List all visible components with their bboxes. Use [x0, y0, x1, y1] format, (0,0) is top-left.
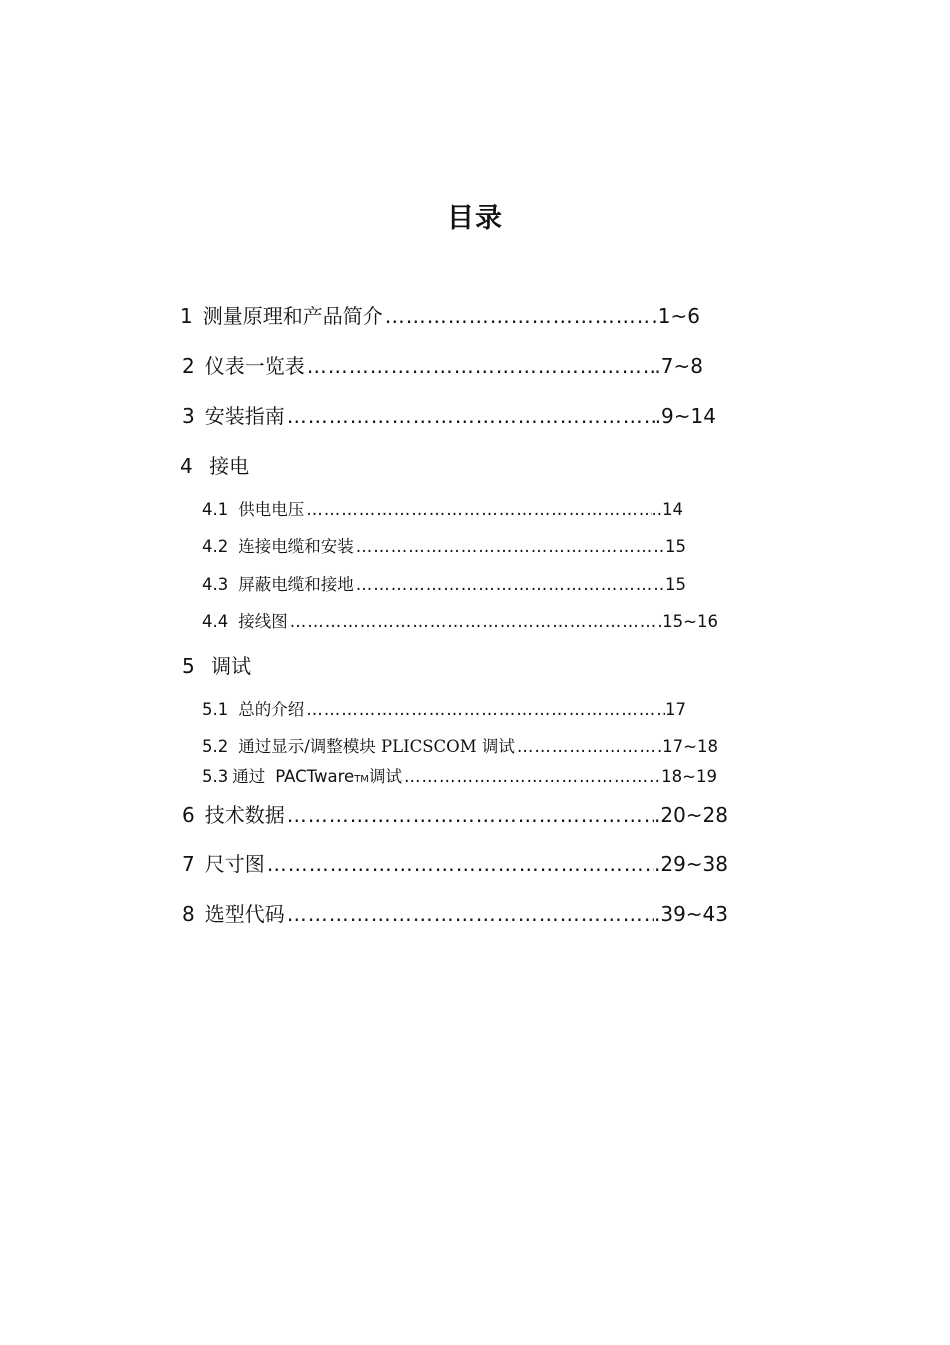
toc-number: 8 — [182, 902, 195, 926]
toc-entry[interactable] — [180, 300, 700, 329]
toc-label: 选型代码 — [204, 902, 285, 926]
toc-number: 5.1 — [202, 700, 229, 719]
toc-pages: 15 — [665, 537, 686, 556]
toc-subentry[interactable] — [202, 608, 718, 632]
toc-number: 4.1 — [202, 500, 229, 519]
toc-pages: .39~43 — [653, 902, 728, 926]
toc-pages: .20~28 — [653, 803, 728, 827]
toc-entry[interactable] — [182, 400, 716, 429]
toc-pages: 15~16 — [662, 612, 718, 631]
toc-pages: 17~18 — [662, 737, 718, 756]
toc-label: 总的介绍 — [238, 700, 305, 719]
toc-number: 4.4 — [202, 612, 229, 631]
toc-entry[interactable] — [182, 898, 728, 927]
toc-entry[interactable] — [182, 350, 703, 379]
toc-label: 技术数据 — [204, 803, 285, 827]
toc-number: 5 — [182, 654, 195, 678]
toc-pages: 18~19 — [661, 767, 717, 786]
toc-label: 屏蔽电缆和接地 — [238, 575, 354, 594]
toc-leader — [285, 404, 655, 428]
toc-subentry[interactable] — [202, 696, 686, 720]
toc-label: 接线图 — [238, 612, 288, 631]
toc-leader — [288, 612, 662, 631]
toc-number: 6 — [182, 803, 195, 827]
toc-label-suffix: 调试 — [368, 767, 402, 786]
toc-leader — [515, 737, 662, 756]
toc-entry[interactable] — [182, 848, 728, 877]
toc-number: 4.3 — [202, 575, 229, 594]
toc-label: 接电 — [209, 454, 250, 478]
toc-entry[interactable] — [182, 799, 728, 828]
toc-label: 测量原理和产品简介 — [202, 304, 383, 328]
toc-leader — [265, 852, 654, 876]
toc-label: 尺寸图 — [204, 852, 265, 876]
toc-pages: ..14 — [651, 500, 683, 519]
page-title: 目录 — [447, 203, 503, 234]
toc-label: 通过显示/调整模块 PLICSCOM 调试 — [238, 737, 515, 756]
toc-label: 供电电压 — [238, 500, 305, 519]
toc-pages: 15 — [665, 575, 686, 594]
toc-pages: .29~38 — [653, 852, 728, 876]
trademark-mark: TM — [354, 774, 369, 785]
toc-leader — [383, 304, 652, 328]
toc-leader — [354, 575, 665, 594]
toc-number: 2 — [182, 354, 195, 378]
toc-pages: 17 — [665, 700, 686, 719]
toc-leader — [285, 902, 654, 926]
toc-leader — [285, 803, 654, 827]
toc-pages: .7~8 — [654, 354, 703, 378]
toc-number: 5.2 — [202, 737, 229, 756]
toc-number: 5.3 — [202, 767, 229, 786]
toc-section-heading[interactable] — [182, 650, 251, 679]
toc-leader — [304, 500, 651, 519]
toc-number: 1 — [180, 304, 193, 328]
toc-subentry[interactable] — [202, 763, 717, 787]
toc-number: 7 — [182, 852, 195, 876]
toc-label-brand: PACTware — [275, 767, 355, 786]
toc-label: 调试 — [211, 654, 252, 678]
toc-label: 安装指南 — [204, 404, 285, 428]
toc-pages: .1~6 — [651, 304, 700, 328]
toc-leader — [304, 700, 665, 719]
toc-label: 连接电缆和安装 — [238, 537, 354, 556]
toc-section-heading[interactable] — [180, 450, 249, 479]
toc-label-prefix: 通过 — [232, 767, 266, 786]
toc-subentry[interactable] — [202, 496, 683, 520]
toc-leader — [402, 767, 661, 786]
toc-label: 仪表一览表 — [204, 354, 305, 378]
toc-number: 4 — [180, 454, 193, 478]
toc-leader — [305, 354, 655, 378]
toc-subentry[interactable] — [202, 533, 686, 557]
toc-number: 4.2 — [202, 537, 229, 556]
toc-subentry[interactable] — [202, 571, 686, 595]
toc-number: 3 — [182, 404, 195, 428]
toc-pages: .9~14 — [654, 404, 716, 428]
toc-leader — [354, 537, 665, 556]
toc-subentry[interactable] — [202, 733, 718, 757]
